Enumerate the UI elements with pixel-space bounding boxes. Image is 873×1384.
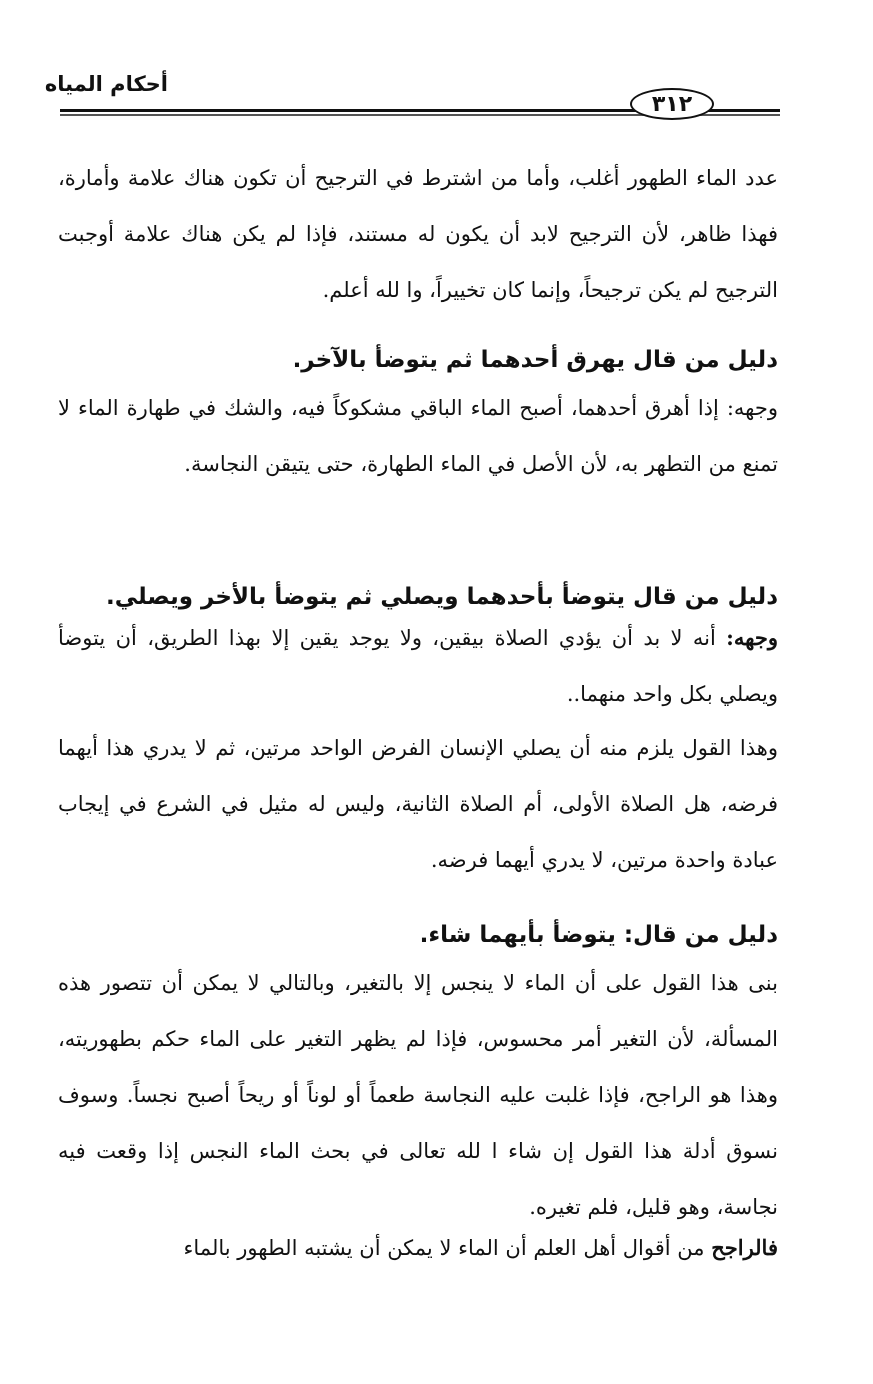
section-heading-2: دليل من قال يتوضأ بأحدهما ويصلي ثم يتوضأ بالأخر ويصلي.: [106, 584, 778, 610]
paragraph-5: بنى هذا القول على أن الماء لا ينجس إلا بالتغير، وبالتالي لا يمكن أن تتصور هذه المسألة، لأن التغير أمر محسوس، فإذا لم يظهر التغير على الماء حكم بطهوريته، وهذا هو الراجح، فإذا غلبت عليه النجاسة طعماً أو لوناً أو ريحاً أصبح نجساً. وسوف نسوق أدلة هذا القول إن شاء ا لله تعالى في بحث الماء النجس إذا وقعت فيه نجاسة، وهو قليل، فلم تغيره.: [58, 971, 778, 1219]
paragraph-4: وهذا القول يلزم منه أن يصلي الإنسان الفرض الواحد مرتين، ثم لا يدري هذا أيهما فرضه، هل الصلاة الأولى، أم الصلاة الثانية، وليس له مثيل في الشرع في إيجاب عبادة واحدة مرتين، لا يدري أيهما فرضه.: [58, 736, 778, 872]
paragraph-3-text: أنه لا بد أن يؤدي الصلاة بيقين، ولا يوجد يقين إلا بهذا الطريق، أن يتوضأ ويصلي بكل واحد منهما..: [58, 626, 778, 706]
paragraph-6: [58, 1220, 778, 1276]
paragraph-1: عدد الماء الطهور أغلب، وأما من اشترط في الترجيح أن تكون هناك علامة وأمارة، فهذا ظاهر، لأن الترجيح لابد أن يكون له مستند، فإذا لم يكن هناك علامة أوجبت الترجيح لم يكن ترجيحاً، وإنما كان تخييراً، وا لله أعلم.: [58, 166, 778, 302]
section-heading-1: دليل من قال يهرق أحدهما ثم يتوضأ بالآخر.: [292, 347, 778, 373]
paragraph-3-lead: وجهه:: [726, 625, 778, 650]
paragraph-6-text: من أقوال أهل العلم أن الماء لا يمكن أن يشتبه الطهور بالماء: [183, 1236, 712, 1260]
section-heading-3: دليل من قال: يتوضأ بأيهما شاء.: [419, 922, 778, 948]
paragraph-6-lead: فالراجح: [711, 1235, 778, 1260]
page-number: ٣١٢: [630, 88, 714, 120]
paragraph-3: [58, 610, 778, 722]
running-header-title: أحكام المياه: [44, 72, 168, 96]
paragraph-2: وجهه: إذا أهرق أحدهما، أصبح الماء الباقي مشكوكاً فيه، والشك في طهارة الماء لا تمنع من التطهر به، لأن الأصل في الماء الطهارة، حتى يتيقن النجاسة.: [58, 396, 778, 476]
